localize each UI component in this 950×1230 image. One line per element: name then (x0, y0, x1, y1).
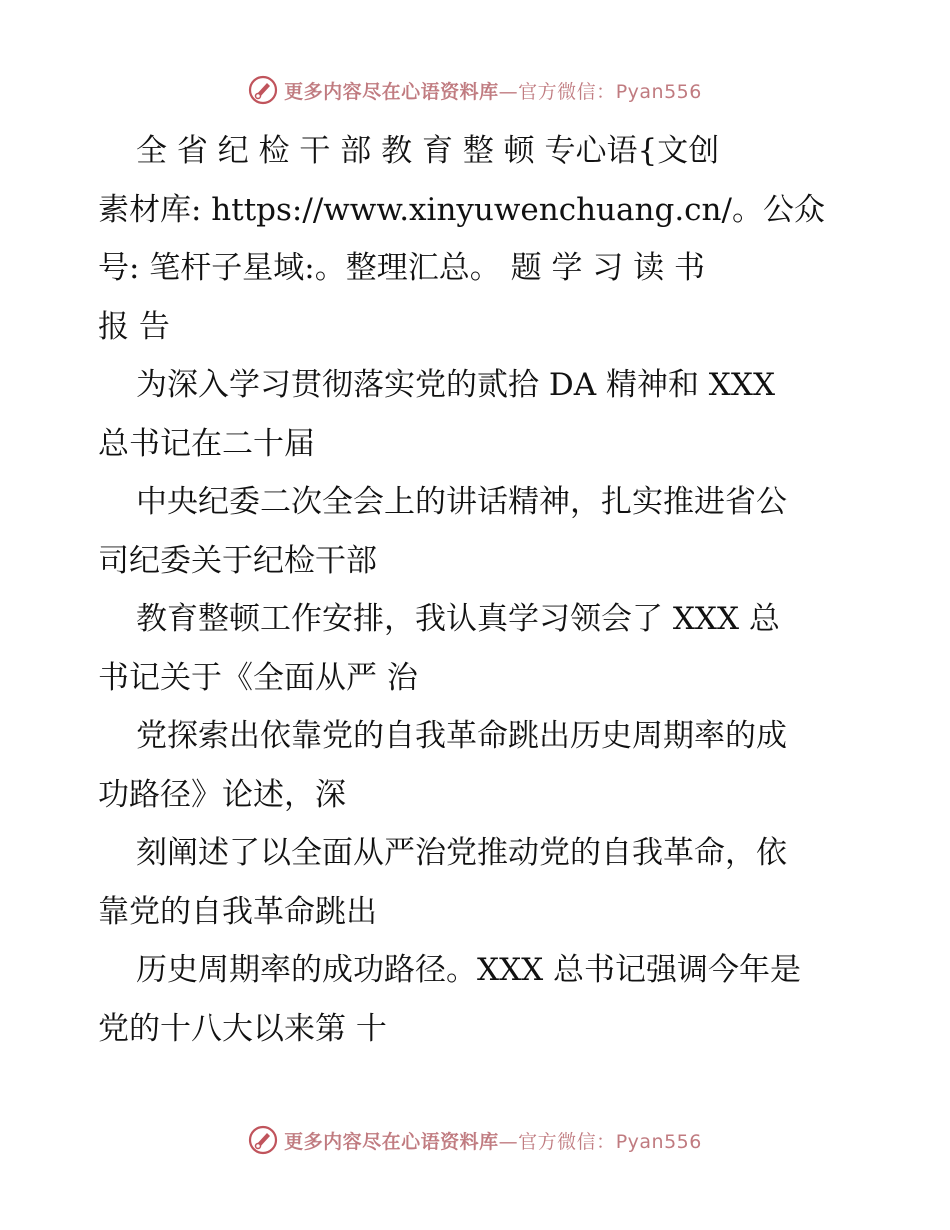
document-body (98, 122, 858, 1058)
text-line: 党的十八大以来第 十 (98, 1010, 387, 1047)
text-line: 历史周期率的成功路径。XXX 总书记强调今年是 (136, 952, 802, 988)
text-line: 书记关于《全面从严 治 (98, 659, 418, 696)
watermark-wechat-label: 官方微信： (518, 1130, 616, 1153)
text-line: 党探索出依靠党的自我革命跳出历史周期率的成 (136, 718, 787, 754)
logo-icon (248, 1125, 278, 1155)
text-line: 司纪委关于纪检干部 (98, 542, 377, 579)
watermark-text (284, 77, 702, 104)
text-line: 为深入学习贯彻落实党的贰拾 DA 精神和 XXX (136, 367, 776, 403)
text-line: 报 告 (98, 308, 170, 345)
watermark-wechat-id: Pyan556 (615, 1130, 702, 1153)
footer-watermark (0, 1120, 950, 1160)
watermark-dash: — (498, 80, 519, 103)
text-line: 号: 笔杆子星域:。整理汇总。 题 学 习 读 书 (98, 250, 706, 286)
watermark-brand: 更多内容尽在心语资料库 (284, 80, 499, 103)
watermark-wechat-id: Pyan556 (615, 80, 702, 103)
text-line: 素材库: https://www.xinyuwenchuang.cn/。公众 (98, 191, 825, 228)
watermark-brand: 更多内容尽在心语资料库 (284, 1130, 499, 1153)
text-line: 靠党的自我革命跳出 (98, 893, 377, 930)
text-line: 刻阐述了以全面从严治党推动党的自我革命，依 (136, 835, 787, 871)
logo-icon (248, 75, 278, 105)
text-line: 功路径》论述，深 (98, 776, 346, 813)
text-line: 中央纪委二次全会上的讲话精神，扎实推进省公 (136, 484, 787, 520)
watermark-text (284, 1127, 702, 1154)
text-line: 教育整顿工作安排，我认真学习领会了 XXX 总 (136, 601, 780, 637)
watermark-wechat-label: 官方微信： (518, 80, 616, 103)
watermark-dash: — (498, 1130, 519, 1153)
header-watermark (0, 70, 950, 110)
text-line: 全 省 纪 检 干 部 教 育 整 顿 专心语{文创 (136, 133, 720, 169)
text-line: 总书记在二十届 (98, 425, 315, 462)
